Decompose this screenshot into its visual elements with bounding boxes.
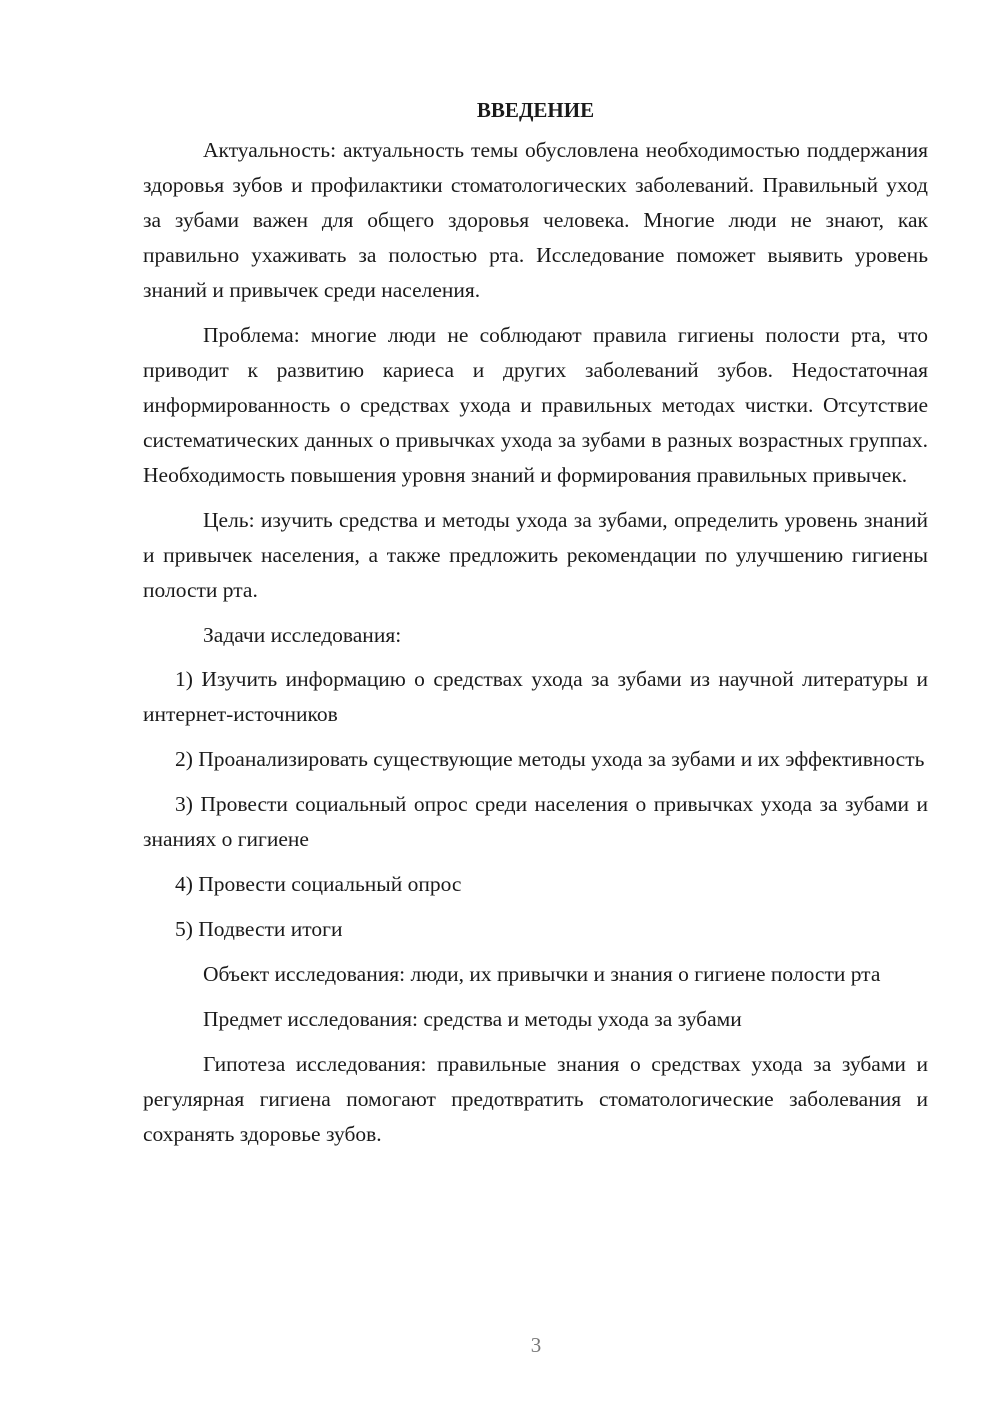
task-item: 2) Проанализировать существующие методы ухода за зубами и их эффективность — [175, 747, 925, 771]
problem-paragraph: Проблема: многие люди не соблюдают правила гигиены полости рта, что приводит к развитию кариеса и других заболеваний зубов. Недостаточная информированность о средствах ухода и правильных методах чистки. Отсутствие систематических данных о привычках ухода за зубами в разных возрастных группах. Необходимость повышения уровня знаний и формирования правильных привычек. — [143, 323, 928, 487]
relevance-paragraph: Актуальность: актуальность темы обусловлена необходимостью поддержания здоровья зубов и профилактики стоматологических заболеваний. Правильный уход за зубами важен для общего здоровья человека. Многие люди не знают, как правильно ухаживать за полостью рта. Исследование поможет выявить уровень знаний и привычек среди населения. — [143, 138, 928, 302]
subject-paragraph: Предмет исследования: средства и методы ухода за зубами — [203, 1007, 742, 1031]
tasks-list — [143, 662, 928, 947]
page-number: 3 — [530, 1333, 542, 1357]
task-item: 5) Подвести итоги — [175, 917, 343, 941]
goal-paragraph: Цель: изучить средства и методы ухода за зубами, определить уровень знаний и привычек населения, а также предложить рекомендации по улучшению гигиены полости рта. — [143, 508, 928, 602]
document-title: ВВЕДЕНИЕ — [476, 98, 595, 122]
task-item: 3) Провести социальный опрос среди населения о привычках ухода за зубами и знаниях о гигиене — [143, 792, 928, 851]
hypothesis-paragraph: Гипотеза исследования: правильные знания о средствах ухода за зубами и регулярная гигиена помогают предотвратить стоматологические заболевания и сохранять здоровье зубов. — [143, 1052, 928, 1146]
tasks-heading: Задачи исследования: — [203, 623, 402, 647]
task-item: 1) Изучить информацию о средствах ухода за зубами из научной литературы и интернет-источников — [143, 667, 928, 726]
task-item: 4) Провести социальный опрос — [175, 872, 462, 896]
object-paragraph: Объект исследования: люди, их привычки и знания о гигиене полости рта — [203, 962, 881, 986]
document-page — [143, 93, 928, 1162]
